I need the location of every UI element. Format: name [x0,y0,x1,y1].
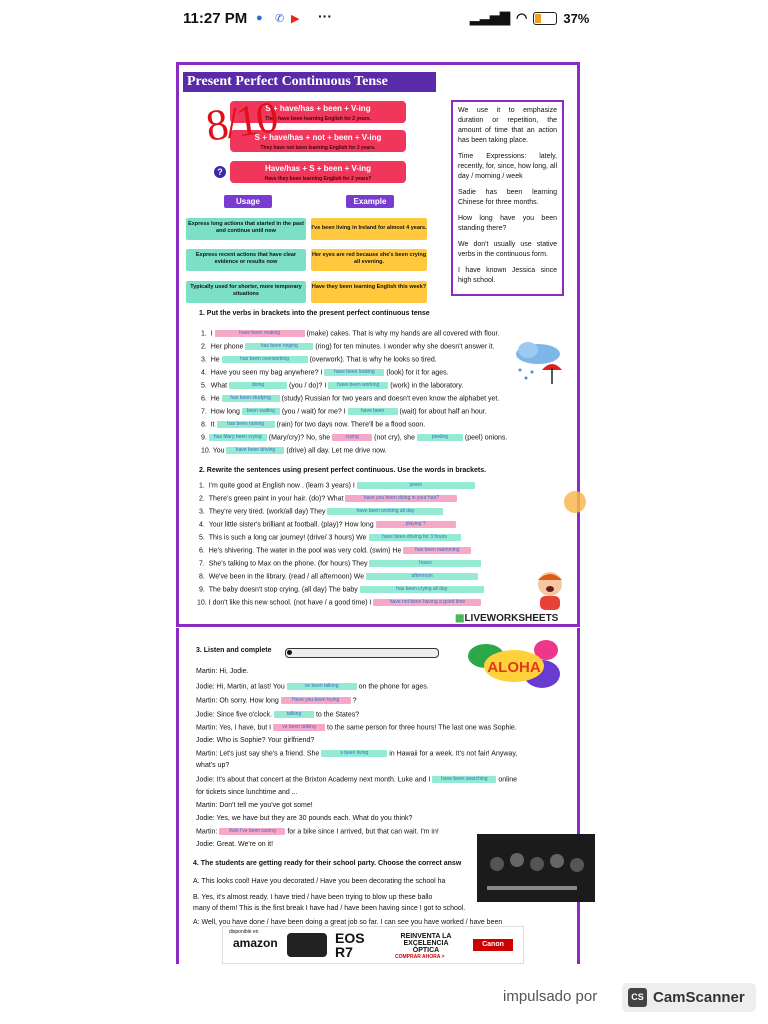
answer-input[interactable]: has been swimming [403,547,471,554]
ex2-item-9: 9. The baby doesn't stop crying. (all day) The baby has been crying all day [199,586,484,593]
example-box: Her eyes are red because she's been crying all evening. [311,249,427,271]
answer-input[interactable]: has Mary been crying [209,434,267,441]
ad-model: EOS R7 [335,930,365,960]
answer-input[interactable]: has been raining [217,421,275,428]
note: We don't usually use stative verbs in the continuous form. [458,241,557,258]
formula-example: Have they been learning English for 2 years? [264,176,372,182]
ex2-item-1: 1. I'm quite good at English now . (learn 3 years) I years [199,482,475,489]
canon-logo: Canon [473,939,513,951]
ad-cta[interactable]: COMPRAR AHORA > [395,954,445,960]
status-right [470,10,589,26]
crying-baby-illustration [530,568,570,612]
ex4-line[interactable]: many of them! This is the first break I have had / have been having since I got to school. [193,905,466,912]
ex1-item-2: 2. Her phone has been ringing (ring) for ten minutes. I wonder why she doesn't answer it. [201,343,495,351]
ex2-item-3: 3. They're very tired. (work/all day) They have been working all day [199,508,443,515]
answer-input[interactable]: have been working [328,382,388,389]
scroll-hint-button[interactable] [564,491,586,513]
answer-input[interactable]: have been driving for 3 hours [369,534,461,541]
answer-input[interactable]: doing [229,382,287,389]
formula-question [230,161,406,183]
signal-icon: ▂▃▅▇ [470,10,510,25]
ex1-item-5: 5. What doing (you / do)? I have been working (work) in the laboratory. [201,382,464,390]
exercise-2-title: 2. Rewrite the sentences using present perfect continuous. Use the words in brackets. [199,467,487,474]
crowd-image [477,834,595,902]
answer-input[interactable]: peeling [417,434,463,441]
answer-input[interactable]: have been working all day [327,508,443,515]
ex4-line[interactable]: A: Well, you have done / have been doing a great job so far. I can see you have worked / have been [193,919,503,926]
answer-input[interactable]: have been searching [432,776,496,783]
note: How long have you been standing there? [458,215,557,232]
exercise-4-title: 4. The students are getting ready for their school party. Choose the correct answ [193,860,462,867]
ex2-item-10: 10. I don't like this new school. (not have / a good time) I have not been having a good time [197,599,481,606]
note: We use it to emphasize duration or repetition, the amount of time that an action has been taking place. [458,107,557,144]
ex2-item-5: 5. This is such a long car journey! (drive/ 3 hours) We have been driving for 3 hours [199,534,461,541]
answer-input[interactable]: has been crying all day [360,586,484,593]
dialog-line: Jodie: It's about that concert at the Brixton Academy next month. Luke and I have been searching online [196,776,518,784]
ex2-item-4: 4. Your little sister's brilliant at football. (play)? How long playing ? [199,521,456,528]
answer-input[interactable]: Have you been trying [281,697,351,704]
ex4-line[interactable]: A. This looks cool! Have you decorated / Have you been decorating the school ha [193,878,446,885]
ad-badge: disponible en [229,929,259,935]
battery-icon [533,12,557,25]
dialog-line: Martin: Hi, Jodie. [196,668,249,675]
dialog-line: Martin: Yes, I have, but I ve been talking to the same person for three hours! The last one was Sophie. [196,724,517,732]
formula-text: Have/has + S + been + V-ing [264,164,372,173]
answer-input[interactable]: have you been doing in your hair? [345,495,457,502]
more-icon: ··· [318,8,332,24]
worksheet-title: Present Perfect Continuous Tense [183,72,436,92]
dialog-line: Martin: Let's just say she's a friend. She s been living in Hawaii for a week. It's not fair! Anyway, [196,750,518,758]
liveworksheets-logo: ▦LIVEWORKSHEETS [455,613,559,624]
example-box: I've been living in Ireland for almost 4 years. [311,218,427,240]
youtube-icon: ▶ [291,13,300,25]
audio-player[interactable] [285,648,439,658]
answer-input[interactable]: have been making [215,330,305,337]
answer-input[interactable]: afternoon [366,573,478,580]
answer-input[interactable]: ve been talking [273,724,325,731]
ex1-item-8: 8. It has been raining (rain) for two days now. There'll be a flood soon. [201,421,426,429]
exercise-1-title: 1. Put the verbs in brackets into the present perfect continuous tense [199,310,430,317]
dialog-line: Jodie: Yes, we have but they are 30 pounds each. What do you think? [196,815,413,822]
example-box: Have they been learning English this week? [311,281,427,303]
dialog-line: Martin: Don't tell me you've got some! [196,802,313,809]
note: Sadie has been learning Chinese for three months. [458,189,557,206]
dialog-line: for tickets since lunchtime and ... [196,789,298,796]
camera-icon [287,933,327,957]
answer-input[interactable]: Well I've been saving [219,828,285,835]
wifi-icon: ◠ [516,10,528,25]
dialog-line: Jodie: Hi, Martin, at last! You ve been talking on the phone for ages. [196,683,429,691]
camscanner-label: CamScanner [653,989,745,1006]
dialog-line: Jodie: Since five o'clock. talking to the States? [196,711,360,719]
dialog-line: what's up? [196,762,230,769]
answer-input[interactable]: been waiting [242,408,280,415]
aloha-illustration [466,636,562,694]
rain-cloud-illustration [512,340,570,392]
grammar-notes [451,100,564,296]
usage-box: Express recent actions that have clear evidence or results now [186,249,306,271]
note: Time Expressions: lately, recently, for, since, how long, all day / morning / week [458,153,557,180]
aloha-text: ALOHA [487,659,541,676]
answer-input[interactable]: has been studying [222,395,280,402]
answer-input[interactable]: s been living [321,750,387,757]
usage-label: Usage [224,195,272,208]
formula-example: They have not been learning English for 2 years. [260,145,376,151]
answer-input[interactable]: years [357,482,475,489]
answer-input[interactable]: have not been having a good time [373,599,481,606]
usage-box: Typically used for shorter, more temporary situations [186,281,306,303]
answer-input[interactable]: have been looking [324,369,384,376]
question-icon: ? [214,166,226,178]
answer-input[interactable]: hours [369,560,481,567]
ex2-item-6: 6. He's shivering. The water in the pool was very cold. (swim) He has been swimming [199,547,471,554]
ad-headline: REINVENTA LA EXCELENCIA ÓPTICA [400,933,452,954]
dialog-line: Martin: Oh sorry. How long Have you been trying ? [196,697,357,705]
ex1-item-4: 4. Have you seen my bag anywhere? I have been looking (look) for it for ages. [201,369,449,377]
formula-example: They have been learning English for 2 years. [265,116,371,122]
exercise-3-title: 3. Listen and complete [196,647,272,654]
dialog-line: Jodie: Who is Sophie? Your girlfriend? [196,737,315,744]
example-label: Example [346,195,394,208]
amazon-logo: amazon [233,936,278,950]
video-thumbnail[interactable] [477,834,595,902]
ex1-item-9: 9. has Mary been crying (Mary/cry)? No, she crying (not cry), she peeling (peel) onions. [201,434,508,442]
usage-box: Express long actions that started in the past and continue until now [186,218,306,240]
notification-icon: ● [256,12,263,24]
status-bar [0,0,768,38]
dialog-line: Martin: Well I've been saving for a bike since I arrived, but that can wait. I'm in! [196,828,439,836]
grade-mark: 8/10 [202,92,280,151]
answer-input[interactable]: playing ? [376,521,456,528]
powered-by-text: impulsado por [503,988,598,1005]
answer-input[interactable]: ve been talking [287,683,357,690]
ex4-line[interactable]: B. Yes, it's almost ready. I have tried / have been trying to blow up these ballo [193,894,433,901]
dialog-line: Jodie: Great. We're on it! [196,841,274,848]
answer-input[interactable]: crying [332,434,372,441]
answer-input[interactable]: have been [348,408,398,415]
ex1-item-1: 1. I have been making (make) cakes. That is why my hands are all covered with flour. [201,330,500,338]
status-time: 11:27 PM [183,10,248,27]
ad-banner[interactable] [222,926,524,964]
ex2-item-7: 7. She's talking to Max on the phone. (for hours) They hours [199,560,481,567]
ex1-item-3: 3. He has been overworking (overwork). That is why he looks so tired. [201,356,437,364]
answer-input[interactable]: has been overworking [222,356,308,363]
ex2-item-2: 2. There's green paint in your hair. (do)? What have you been doing in your hair? [199,495,457,502]
answer-input[interactable]: has been ringing [245,343,313,350]
camscanner-icon: CS [628,988,647,1007]
note: I have known Jessica since high school. [458,267,557,284]
formula-text: S + have/has + been + V-ing [265,104,371,113]
ex1-item-7: 7. How long been waiting (you / wait) for me? I have been (wait) for about half an hour. [201,408,487,416]
ex2-item-8: 8. We've been in the library. (read / all afternoon) We afternoon [199,573,478,580]
ex1-item-6: 6. He has been studying (study) Russian for two years and doesn't even know the alphabet yet. [201,395,500,403]
answer-input[interactable]: have been driving [226,447,284,454]
formula-text: S + have/has + not + been + V-ing [254,133,382,142]
ex1-item-10: 10. You have been driving (drive) all day. Let me drive now. [201,447,387,455]
play-head[interactable] [287,650,292,655]
answer-input[interactable]: talking [274,711,314,718]
phone-icon: ✆ [275,13,285,25]
battery-level: 37% [563,10,590,26]
